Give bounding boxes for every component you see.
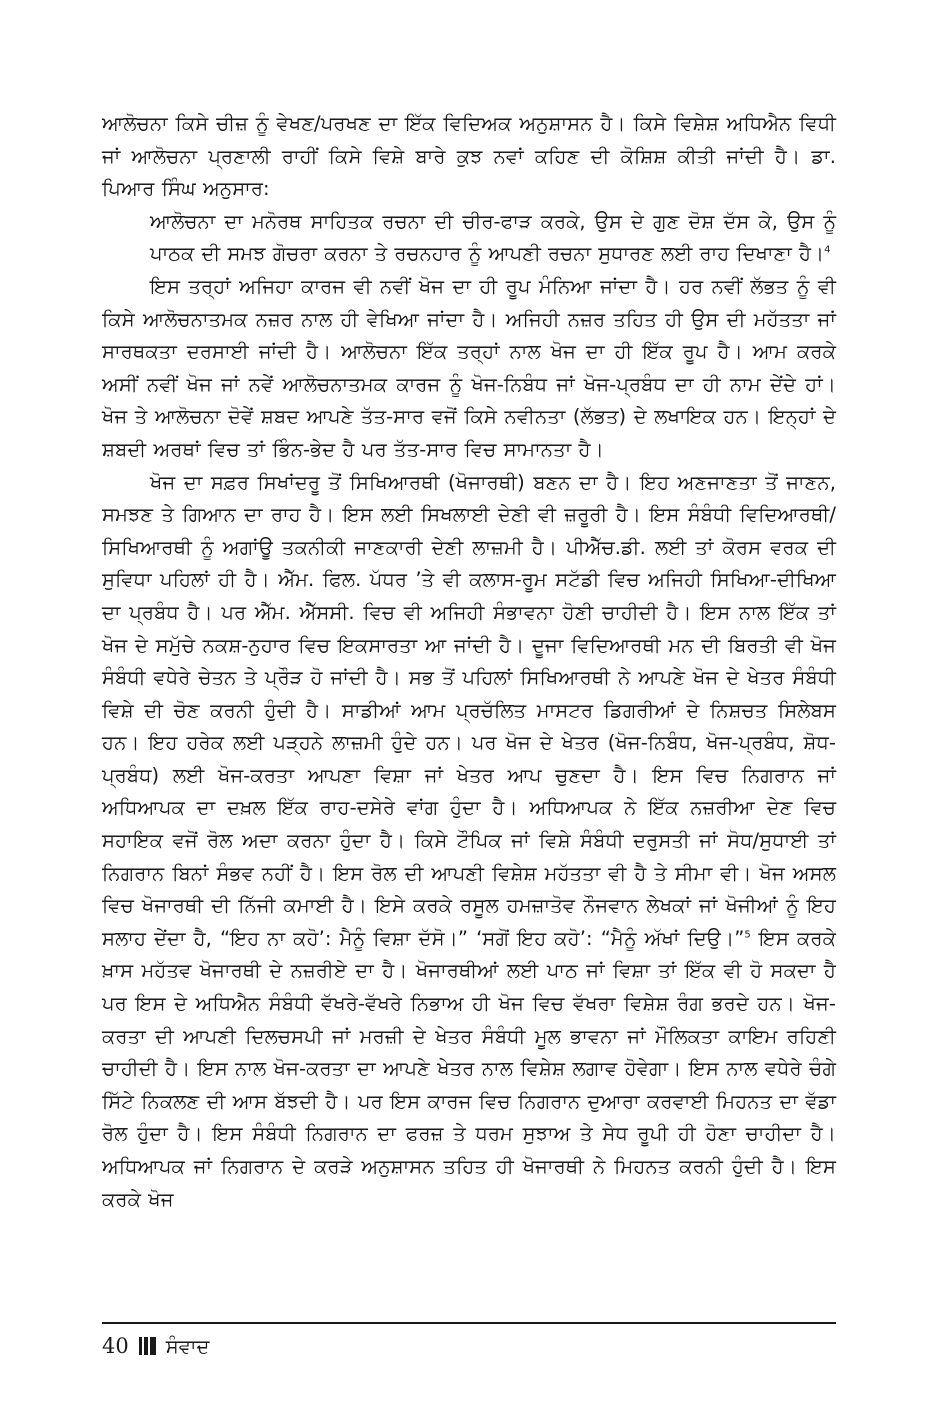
paragraph-research-part1: ਖੋਜ ਦਾ ਸਫ਼ਰ ਸਿਖਾਂਦਰੂ ਤੋਂ ਸਿਖਿਆਰਥੀ (ਖੋਜਾਰਥੀ) ਬਣਨ ਦਾ ਹੈ। ਇਹ ਅਣਜਾਣਤਾ ਤੋਂ ਜਾਣਨ, ਸਮਝਣ ਤੇ ਗਿਆਨ ਦਾ ਰਾਹ ਹੈ। ਇਸ ਲਈ ਸਿਖਲਾਈ ਦੇਣੀ ਵੀ ਜ਼ਰੂਰੀ ਹੈ। ਇਸ ਸੰਬੰਧੀ ਵਿਦਿਆਰਥੀ/ਸਿਖਿਆਰਥੀ ਨੂੰ ਅਗਾਂਊ ਤਕਨੀਕੀ ਜਾਣਕਾਰੀ ਦੇਣੀ ਲਾਜ਼ਮੀ ਹੈ। ਪੀਐੱਚ.ਡੀ. ਲਈ ਤਾਂ ਕੋਰਸ ਵਰਕ ਦੀ ਸੁਵਿਧਾ ਪਹਿਲਾਂ ਹੀ ਹੈ। ਐੱਮ. ਫਿਲ. ਪੱਧਰ ’ਤੇ ਵੀ ਕਲਾਸ-ਰੂਮ ਸਟੱਡੀ ਵਿਚ ਅਜਿਹੀ ਸਿਖਿਆ-ਦੀਖਿਆ ਦਾ ਪ੍ਰਬੰਧ ਹੈ। ਪਰ ਐੱਮ. ਐੱਸਸੀ. ਵਿਚ ਵੀ ਅਜਿਹੀ ਸੰਭਾਵਨਾ ਹੋਣੀ ਚਾਹੀਦੀ ਹੈ। ਇਸ ਨਾਲ ਇੱਕ ਤਾਂ ਖੋਜ ਦੇ ਸਮੁੱਚੇ ਨਕਸ਼-ਨੁਹਾਰ ਵਿਚ ਇਕਸਾਰਤਾ ਆ ਜਾਂਦੀ ਹੈ। ਦੂਜਾ ਵਿਦਿਆਰਥੀ ਮਨ ਦੀ ਬਿਰਤੀ ਵੀ ਖੋਜ ਸੰਬੰਧੀ ਵਧੇਰੇ ਚੇਤਨ ਤੇ ਪ੍ਰੌੜ ਹੋ ਜਾਂਦੀ ਹੈ। ਸਭ ਤੋਂ ਪਹਿਲਾਂ ਸਿਖਿਆਰਥੀ ਨੇ ਆਪਣੇ ਖੋਜ ਦੇ ਖੇਤਰ ਸੰਬੰਧੀ ਵਿਸ਼ੇ ਦੀ ਚੋਣ ਕਰਨੀ ਹੁੰਦੀ ਹੈ। ਸਾਡੀਆਂ ਆਮ ਪ੍ਰਚੱਲਿਤ ਮਾਸਟਰ ਡਿਗਰੀਆਂ ਦੇ ਨਿਸ਼ਚਤ ਸਿਲੇਬਸ ਹਨ। ਇਹ ਹਰੇਕ ਲਈ ਪੜ੍ਹਨੇ ਲਾਜ਼ਮੀ ਹੁੰਦੇ ਹਨ। ਪਰ ਖੋਜ ਦੇ ਖੇਤਰ (ਖੋਜ-ਨਿਬੰਧ, ਖੋਜ-ਪ੍ਰਬੰਧ, ਸ਼ੋਧ-ਪ੍ਰਬੰਧ) ਲਈ ਖੋਜ-ਕਰਤਾ ਆਪਣਾ ਵਿਸ਼ਾ ਜਾਂ ਖੇਤਰ ਆਪ ਚੁਣਦਾ ਹੈ। ਇਸ ਵਿਚ ਨਿਗਰਾਨ ਜਾਂ ਅਧਿਆਪਕ ਦਾ ਦਖ਼ਲ ਇੱਕ ਰਾਹ-ਦਸੇਰੇ ਵਾਂਗ ਹੁੰਦਾ ਹੈ। ਅਧਿਆਪਕ ਨੇ ਇੱਕ ਨਜ਼ਰੀਆ ਦੇਣ ਵਿਚ ਸਹਾਇਕ ਵਜੋਂ ਰੋਲ ਅਦਾ ਕਰਨਾ ਹੁੰਦਾ ਹੈ। ਕਿਸੇ ਟੌਪਿਕ ਜਾਂ ਵਿਸ਼ੇ ਸੰਬੰਧੀ ਦਰੁਸਤੀ ਜਾਂ ਸੋਧ/ਸੁਧਾਈ ਤਾਂ ਨਿਗਰਾਨ ਬਿਨਾਂ ਸੰਭਵ ਨਹੀਂ ਹੈ। ਇਸ ਰੋਲ ਦੀ ਆਪਣੀ ਵਿਸ਼ੇਸ਼ ਮਹੱਤਤਾ ਵੀ ਹੈ ਤੇ ਸੀਮਾ ਵੀ। ਖੋਜ ਅਸਲ ਵਿਚ ਖੋਜਾਰਥੀ ਦੀ ਨਿੱਜੀ ਕਮਾਈ ਹੈ। ਇਸੇ ਕਰਕੇ ਰਸੂਲ ਹਮਜ਼ਾਤੋਵ ਨੌਜਵਾਨ ਲੇਖਕਾਂ ਜਾਂ ਖੋਜੀਆਂ ਨੂੰ ਇਹ ਸਲਾਹ ਦੇਂਦਾ ਹੈ, “ਇਹ ਨਾ ਕਹੋ’: ਮੈਨੂੰ ਵਿਸ਼ਾ ਦੱਸੋ।” ‘ਸਗੋਂ ਇਹ ਕਹੋ’: “ਮੈਨੂੰ ਅੱਖਾਂ ਦਿਉ।”	[102, 470, 836, 950]
paragraph-research	[102, 467, 836, 1217]
footnote-marker-5: 5	[744, 929, 751, 941]
paragraph-critique: ਇਸ ਤਰ੍ਹਾਂ ਅਜਿਹਾ ਕਾਰਜ ਵੀ ਨਵੀਂ ਖੋਜ ਦਾ ਹੀ ਰੂਪ ਮੰਨਿਆ ਜਾਂਦਾ ਹੈ। ਹਰ ਨਵੀਂ ਲੱਭਤ ਨੂੰ ਵੀ ਕਿਸੇ ਆਲੋਚਨਾਤਮਕ ਨਜ਼ਰ ਨਾਲ ਹੀ ਵੇਖਿਆ ਜਾਂਦਾ ਹੈ। ਅਜਿਹੀ ਨਜ਼ਰ ਤਹਿਤ ਹੀ ਉਸ ਦੀ ਮਹੱਤਤਾ ਜਾਂ ਸਾਰਥਕਤਾ ਦਰਸਾਈ ਜਾਂਦੀ ਹੈ। ਆਲੋਚਨਾ ਇੱਕ ਤਰ੍ਹਾਂ ਨਾਲ ਖੋਜ ਦਾ ਹੀ ਇੱਕ ਰੂਪ ਹੈ। ਆਮ ਕਰਕੇ ਅਸੀਂ ਨਵੀਂ ਖੋਜ ਜਾਂ ਨਵੇਂ ਆਲੋਚਨਾਤਮਕ ਕਾਰਜ ਨੂੰ ਖੋਜ-ਨਿਬੰਧ ਜਾਂ ਖੋਜ-ਪ੍ਰਬੰਧ ਦਾ ਹੀ ਨਾਮ ਦੇਂਦੇ ਹਾਂ। ਖੋਜ ਤੇ ਆਲੋਚਨਾ ਦੋਵੇਂ ਸ਼ਬਦ ਆਪਣੇ ਤੱਤ-ਸਾਰ ਵਜੋਂ ਕਿਸੇ ਨਵੀਨਤਾ (ਲੱਭਤ) ਦੇ ਲਖਾਇਕ ਹਨ। ਇਨ੍ਹਾਂ ਦੇ ਸ਼ਬਦੀ ਅਰਥਾਂ ਵਿਚ ਤਾਂ ਭਿੰਨ-ਭੇਦ ਹੈ ਪਰ ਤੱਤ-ਸਾਰ ਵਿਚ ਸਾਮਾਨਤਾ ਹੈ।	[102, 274, 836, 461]
block-quote	[150, 206, 836, 271]
footnote-marker-4: 4	[824, 244, 831, 256]
block-quote-text: ਆਲੋਚਨਾ ਦਾ ਮਨੋਰਥ ਸਾਹਿਤਕ ਰਚਨਾ ਦੀ ਚੀਰ-ਫਾੜ ਕਰਕੇ, ਉਸ ਦੇ ਗੁਣ ਦੋਸ਼ ਦੱਸ ਕੇ, ਉਸ ਨੂੰ ਪਾਠਕ ਦੀ ਸਮਝ ਗੋਚਰਾ ਕਰਨਾ ਤੇ ਰਚਨਹਾਰ ਨੂੰ ਆਪਣੀ ਰਚਨਾ ਸੁਧਾਰਣ ਲਈ ਰਾਹ ਦਿਖਾਣਾ ਹੈ।	[150, 209, 836, 266]
paragraph-intro: ਆਲੋਚਨਾ ਕਿਸੇ ਚੀਜ਼ ਨੂੰ ਵੇਖਣ/ਪਰਖਣ ਦਾ ਇੱਕ ਵਿਦਿਅਕ ਅਨੁਸ਼ਾਸਨ ਹੈ। ਕਿਸੇ ਵਿਸ਼ੇਸ਼ ਅਧਿਐਨ ਵਿਧੀ ਜਾਂ ਆਲੋਚਨਾ ਪ੍ਰਣਾਲੀ ਰਾਹੀਂ ਕਿਸੇ ਵਿਸ਼ੇ ਬਾਰੇ ਕੁਝ ਨਵਾਂ ਕਹਿਣ ਦੀ ਕੋਸ਼ਿਸ਼ ਕੀਤੀ ਜਾਂਦੀ ਹੈ। ਡਾ. ਪਿਆਰ ਸਿੰਘ ਅਨੁਸਾਰ:	[102, 112, 836, 201]
page-body	[102, 108, 836, 1216]
paragraph-research-part2: ਇਸ ਕਰਕੇ ਖ਼ਾਸ ਮਹੱਤਵ ਖੋਜਾਰਥੀ ਦੇ ਨਜ਼ਰੀਏ ਦਾ ਹੈ। ਖੋਜਾਰਥੀਆਂ ਲਈ ਪਾਠ ਜਾਂ ਵਿਸ਼ਾ ਤਾਂ ਇੱਕ ਵੀ ਹੋ ਸਕਦਾ ਹੈ ਪਰ ਇਸ ਦੇ ਅਧਿਐਨ ਸੰਬੰਧੀ ਵੱਖਰੇ-ਵੱਖਰੇ ਨਿਭਾਅ ਹੀ ਖੋਜ ਵਿਚ ਵੱਖਰਾ ਵਿਸ਼ੇਸ਼ ਰੰਗ ਭਰਦੇ ਹਨ। ਖੋਜ-ਕਰਤਾ ਦੀ ਆਪਣੀ ਦਿਲਚਸਪੀ ਜਾਂ ਮਰਜ਼ੀ ਦੇ ਖੇਤਰ ਸੰਬੰਧੀ ਮੂਲ ਭਾਵਨਾ ਜਾਂ ਮੌਲਿਕਤਾ ਕਾਇਮ ਰਹਿਣੀ ਚਾਹੀਦੀ ਹੈ। ਇਸ ਨਾਲ ਖੋਜ-ਕਰਤਾ ਦਾ ਆਪਣੇ ਖੇਤਰ ਨਾਲ ਵਿਸ਼ੇਸ਼ ਲਗਾਵ ਹੋਵੇਗਾ। ਇਸ ਨਾਲ ਵਧੇਰੇ ਚੰਗੇ ਸਿੱਟੇ ਨਿਕਲਣ ਦੀ ਆਸ ਬੱਝਦੀ ਹੈ। ਪਰ ਇਸ ਕਾਰਜ ਵਿਚ ਨਿਗਰਾਨ ਦੁਆਰਾ ਕਰਵਾਈ ਮਿਹਨਤ ਦਾ ਵੱਡਾ ਰੋਲ ਹੁੰਦਾ ਹੈ। ਇਸ ਸੰਬੰਧੀ ਨਿਗਰਾਨ ਦਾ ਫਰਜ਼ ਤੇ ਧਰਮ ਸੁਝਾਅ ਤੇ ਸੇਧ ਰੂਪੀ ਹੀ ਹੋਣਾ ਚਾਹੀਦਾ ਹੈ। ਅਧਿਆਪਕ ਜਾਂ ਨਿਗਰਾਨ ਦੇ ਕਰੜੇ ਅਨੁਸ਼ਾਸਨ ਤਹਿਤ ਹੀ ਖੋਜਾਰਥੀ ਨੇ ਮਿਹਨਤ ਕਰਨੀ ਹੁੰਦੀ ਹੈ। ਇਸ ਕਰਕੇ ਖੋਜ	[102, 926, 836, 1211]
page-number: 40	[102, 1334, 129, 1358]
footer-divider	[102, 1322, 836, 1324]
bars-icon	[139, 1337, 158, 1355]
journal-name: ਸੰਵਾਦ	[165, 1334, 210, 1358]
page-footer	[102, 1333, 209, 1359]
